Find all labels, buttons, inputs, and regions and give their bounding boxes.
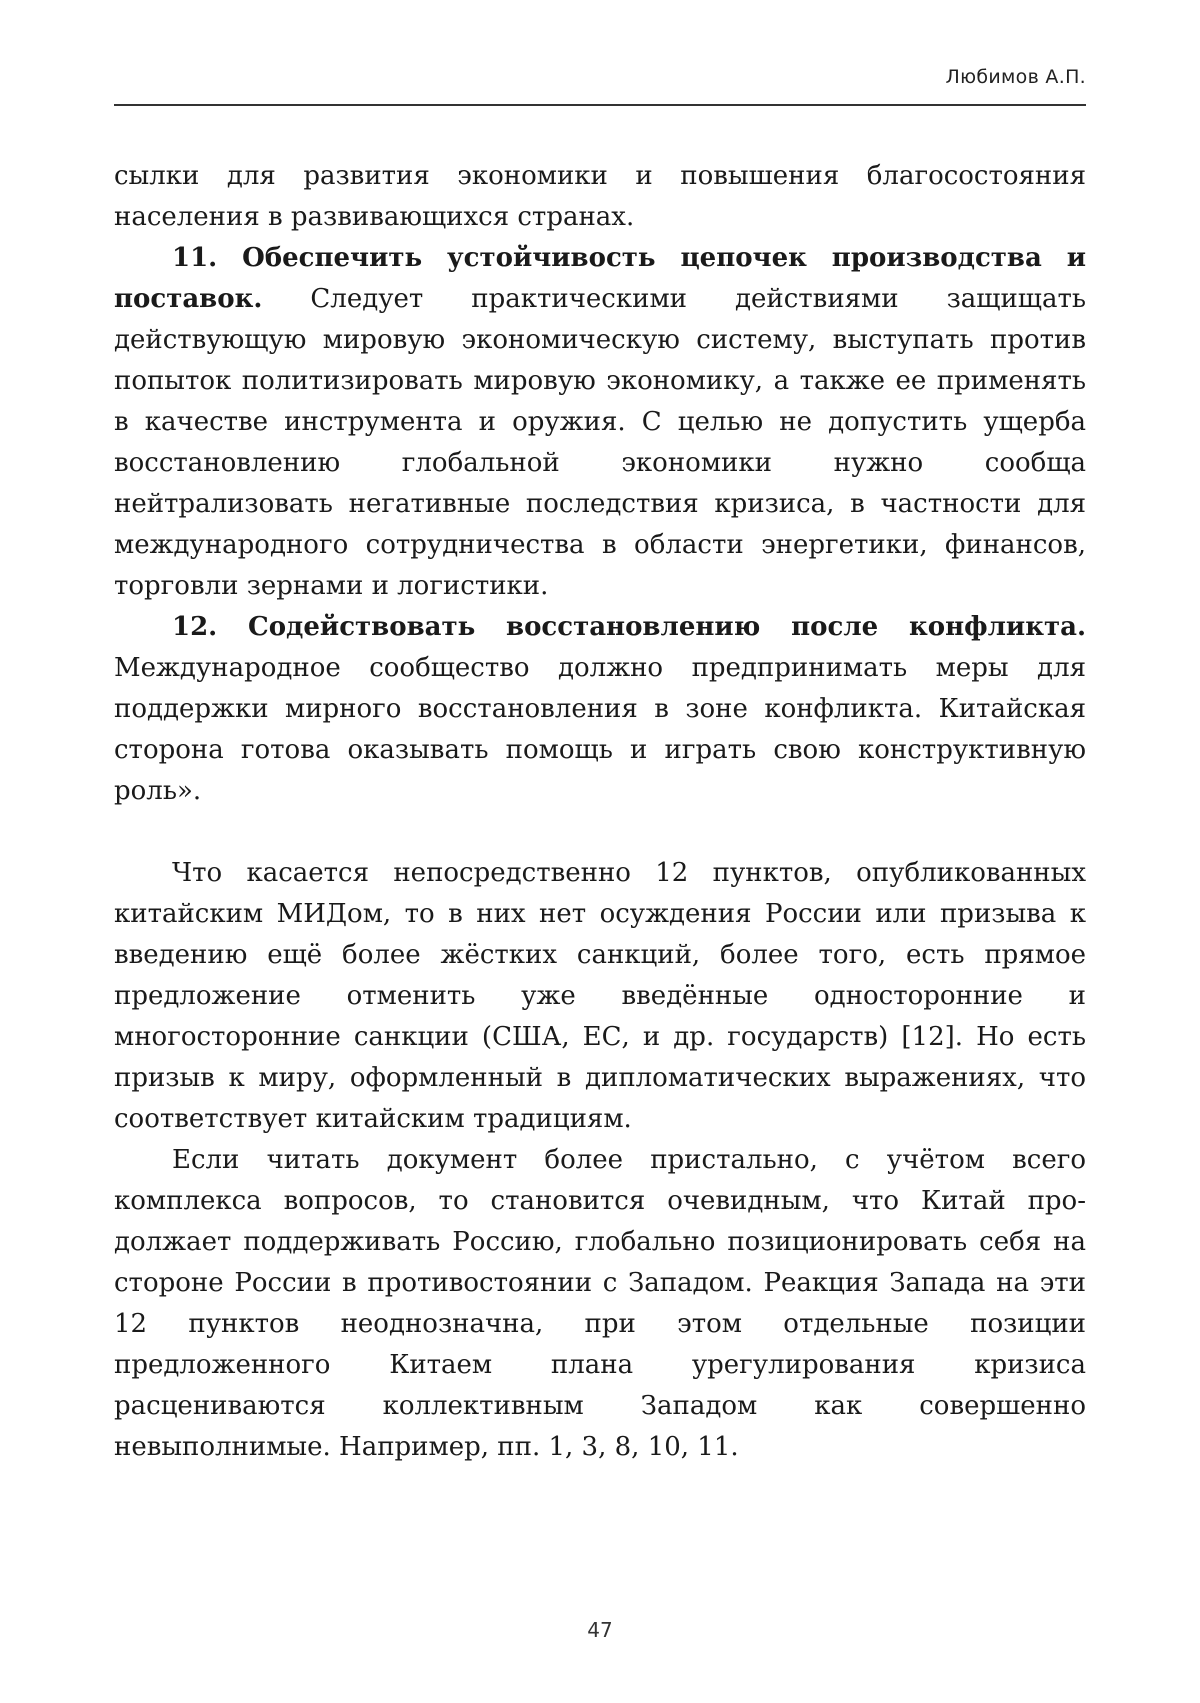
paragraph-analysis-1: Что касается непосредственно 12 пунктов, опубликованных китайским МИДом, то в них нет осуждения России или призыва к введению ещё более жёстких санкций, более того, есть прямое предложение отменить уже введённые односторонние и многосторонние санкции (США, ЕС, и др. государств) [12]. Но есть призыв к миру, оформленный в дипломатических выражениях, что соответствует китайским традициям.	[114, 858, 1086, 1134]
running-head-author: Любимов А.П.	[945, 66, 1086, 88]
header-rule	[114, 104, 1086, 106]
point-11-heading: 11. Обеспечить устойчивость цепочек производства и поставок.	[114, 243, 1086, 314]
paragraph-continuation: сылки для развития экономики и повышения благосостояния населения в развивающихся странах.	[114, 161, 1086, 232]
paragraph-analysis-2: Если читать документ более пристально, с учётом всего комплекса вопросов, то становится очевидным, что Китай продолжает поддерживать Россию, глобально позиционировать себя на стороне России в противостоянии с Западом. Реакция Запада на эти 12 пунктов неоднозначна, при этом отдельные позиции предложенного Китаем плана урегулирования кризиса расцениваются коллективным Западом как совершенно невыполнимые. Например, пп. 1, 3, 8, 10, 11.	[114, 1145, 1086, 1462]
point-11-text: Следует практическими действиями защищать действующую мировую экономическую систему, выступать против попыток политизировать мировую экономику, а также ее применять в качестве инструмента и оружия. С целью не допустить ущерба восстановлению глобальной экономики нужно сообща нейтрализовать негативные последствия кризиса, в частности для международного сотрудничества в области энергетики, финансов, торговли зернами и логистики.	[114, 284, 1086, 601]
body-text	[114, 156, 1086, 1468]
paragraph-point-12	[114, 607, 1086, 812]
point-12-heading: 12. Содействовать восстановлению после конфликта.	[172, 612, 1086, 642]
page-number: 47	[587, 1618, 613, 1642]
paragraph-point-11	[114, 238, 1086, 607]
point-12-text: Международное сообщество должно предпринимать меры для поддержки мирного восстановления в зоне конфликта. Китайская сторона готова оказывать помощь и играть свою конструктивную роль».	[114, 653, 1086, 806]
